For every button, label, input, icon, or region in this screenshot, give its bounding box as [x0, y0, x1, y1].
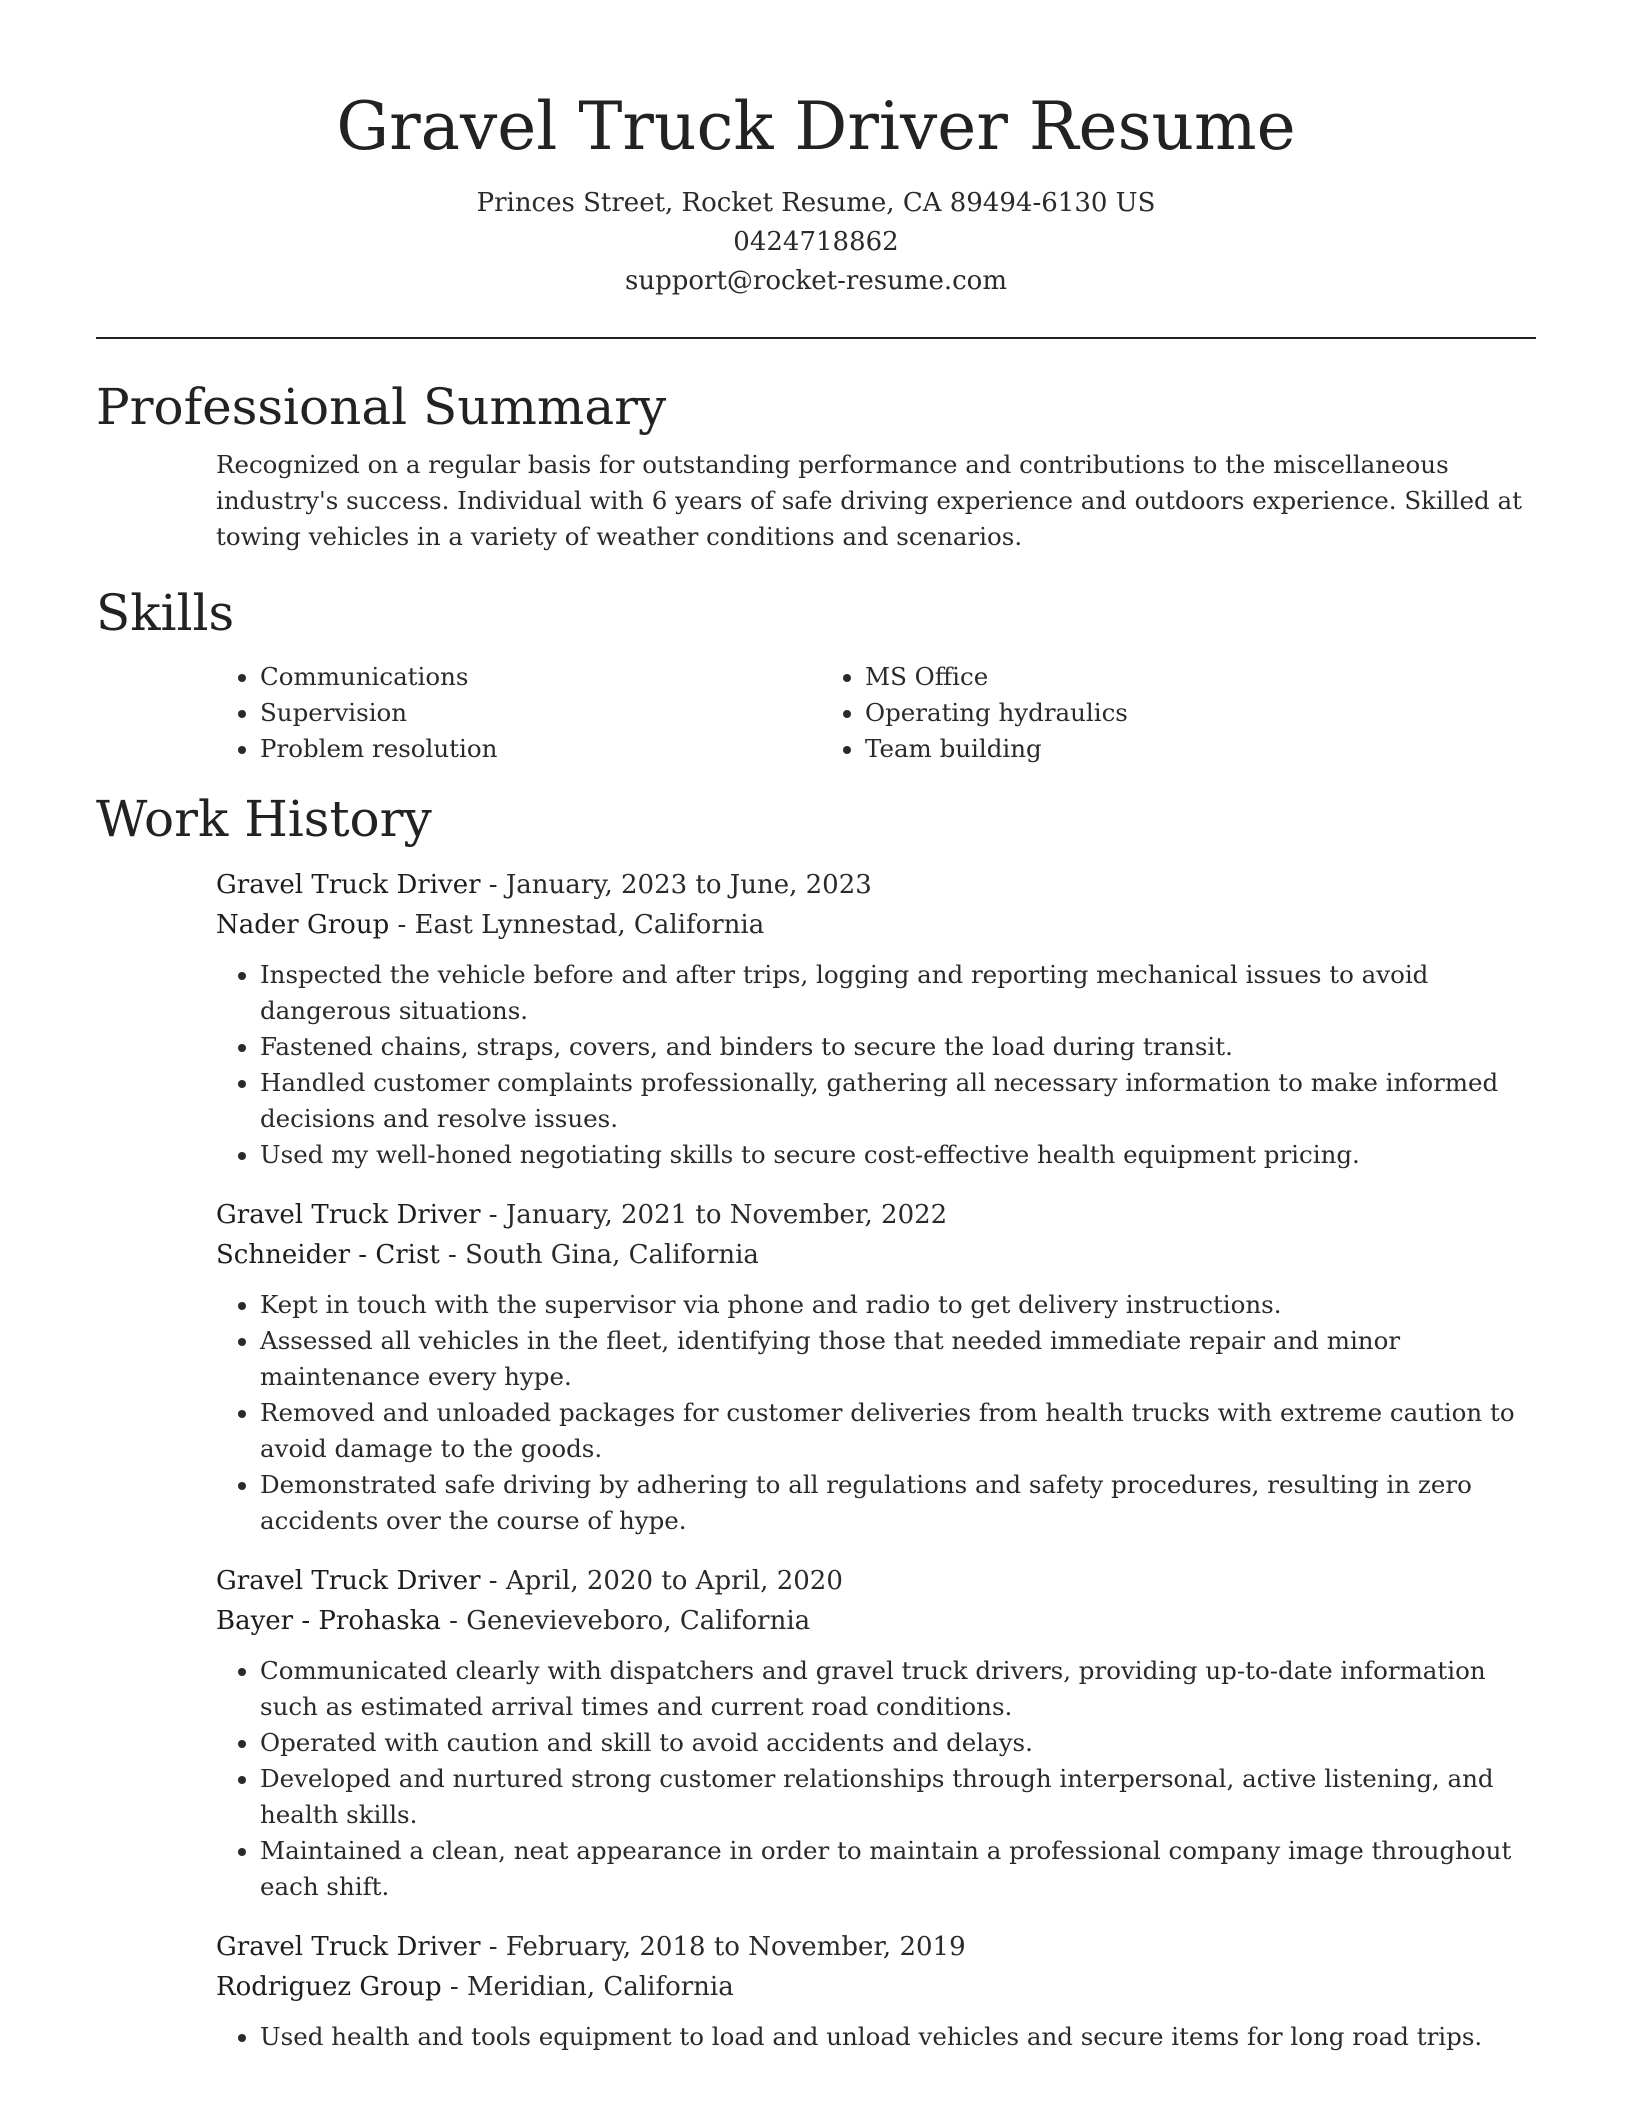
job-entry: [216, 1561, 1536, 1905]
job-company: Rodriguez Group: [216, 1972, 442, 2002]
job-bullet: • Developed and nurtured strong customer relationships through interpersonal, active listening, and health skills.: [260, 1761, 1536, 1833]
job-entry: [216, 1927, 1536, 2055]
job-location: South Gina, California: [465, 1240, 759, 1270]
separator: -: [480, 1200, 506, 1230]
job-company-line: [216, 1601, 1536, 1641]
work-history-section: [96, 787, 1536, 2055]
job-location: East Lynnestad, California: [414, 910, 765, 940]
job-company-line: [216, 905, 1536, 945]
job-bullet: • Assessed all vehicles in the fleet, identifying those that needed immediate repair and minor maintenance every hype.: [260, 1323, 1536, 1395]
job-bullet: • Demonstrated safe driving by adhering to all regulations and safety procedures, resulting in zero accidents over the course of hype.: [260, 1467, 1536, 1539]
job-dates: April, 2020 to April, 2020: [505, 1566, 843, 1596]
separator: -: [440, 1606, 467, 1636]
job-company-line: [216, 1235, 1536, 1275]
job-bullet: • Used my well-honed negotiating skills to secure cost-effective health equipment pricing.: [260, 1137, 1536, 1173]
job-location: Meridian, California: [466, 1972, 734, 2002]
job-bullet: • Communicated clearly with dispatchers and gravel truck drivers, providing up-to-date information such as estimated arrival times and current road conditions.: [260, 1653, 1536, 1725]
job-entry: [216, 1195, 1536, 1539]
resume-header: [96, 0, 1536, 301]
job-title-line: [216, 1195, 1536, 1235]
contact-phone: 0424718862: [733, 227, 899, 257]
job-bullet: • Fastened chains, straps, covers, and binders to secure the load during transit.: [260, 1029, 1536, 1065]
job-company: Schneider - Crist: [216, 1240, 440, 1270]
job-title-line: [216, 1927, 1536, 1967]
skills-heading: Skills: [96, 584, 235, 642]
job-bullets: [216, 1287, 1536, 1539]
job-title: Gravel Truck Driver: [216, 870, 481, 900]
skill-item: • Team building: [865, 731, 1426, 767]
job-bullet: • Handled customer complaints professionally, gathering all necessary information to make informed decisions and resolve issues.: [260, 1065, 1536, 1137]
job-title-line: [216, 1561, 1536, 1601]
job-title: Gravel Truck Driver: [216, 1566, 481, 1596]
skill-item: • Problem resolution: [260, 731, 821, 767]
separator: -: [480, 1932, 506, 1962]
job-bullet: • Kept in touch with the supervisor via phone and radio to get delivery instructions.: [260, 1287, 1536, 1323]
job-bullets: [216, 1653, 1536, 1905]
skills-section: [96, 581, 1536, 767]
skills-list-left: [216, 659, 821, 767]
summary-text: Recognized on a regular basis for outstanding performance and contributions to the miscellaneous industry's success. Individual with 6 years of safe driving experience and outdoors experience. Skilled at towing vehicles in a variety of weather conditions and scenarios.: [216, 450, 1522, 551]
separator: -: [439, 1240, 466, 1270]
job-dates: February, 2018 to November, 2019: [505, 1932, 966, 1962]
separator: -: [441, 1972, 467, 2002]
separator: -: [480, 870, 506, 900]
skill-item: • Communications: [260, 659, 821, 695]
job-bullet: • Maintained a clean, neat appearance in order to maintain a professional company image throughout each shift.: [260, 1833, 1536, 1905]
header-divider: [96, 337, 1536, 339]
job-title: Gravel Truck Driver: [216, 1200, 481, 1230]
skill-item: • MS Office: [865, 659, 1426, 695]
job-entry: [216, 865, 1536, 1173]
job-bullet: • Removed and unloaded packages for customer deliveries from health trucks with extreme caution to avoid damage to the goods.: [260, 1395, 1536, 1467]
separator: -: [480, 1566, 506, 1596]
job-bullets: [216, 2019, 1536, 2055]
summary-heading: Professional Summary: [96, 378, 667, 436]
contact-address: Princes Street, Rocket Resume, CA 89494-6130 US: [476, 188, 1156, 218]
job-location: Genevieveboro, California: [466, 1606, 811, 1636]
job-company: Bayer - Prohaska: [216, 1606, 441, 1636]
skills-list-right: [821, 659, 1426, 767]
resume-title: Gravel Truck Driver Resume: [336, 88, 1296, 165]
job-dates: January, 2021 to November, 2022: [505, 1200, 948, 1230]
job-title: Gravel Truck Driver: [216, 1932, 481, 1962]
skills-grid: [216, 659, 1536, 767]
job-company: Nader Group: [216, 910, 390, 940]
job-company-line: [216, 1967, 1536, 2007]
job-bullet: • Operated with caution and skill to avoid accidents and delays.: [260, 1725, 1536, 1761]
job-bullet: • Inspected the vehicle before and after trips, logging and reporting mechanical issues to avoid dangerous situations.: [260, 957, 1536, 1029]
contact-block: [96, 184, 1536, 301]
work-history-heading: Work History: [96, 790, 432, 848]
contact-email: support@rocket-resume.com: [624, 266, 1007, 296]
job-dates: January, 2023 to June, 2023: [505, 870, 872, 900]
job-bullet: • Used health and tools equipment to load and unload vehicles and secure items for long road trips.: [260, 2019, 1536, 2055]
job-title-line: [216, 865, 1536, 905]
separator: -: [389, 910, 415, 940]
job-bullets: [216, 957, 1536, 1173]
skill-item: • Supervision: [260, 695, 821, 731]
summary-section: [96, 375, 1536, 555]
skill-item: • Operating hydraulics: [865, 695, 1426, 731]
